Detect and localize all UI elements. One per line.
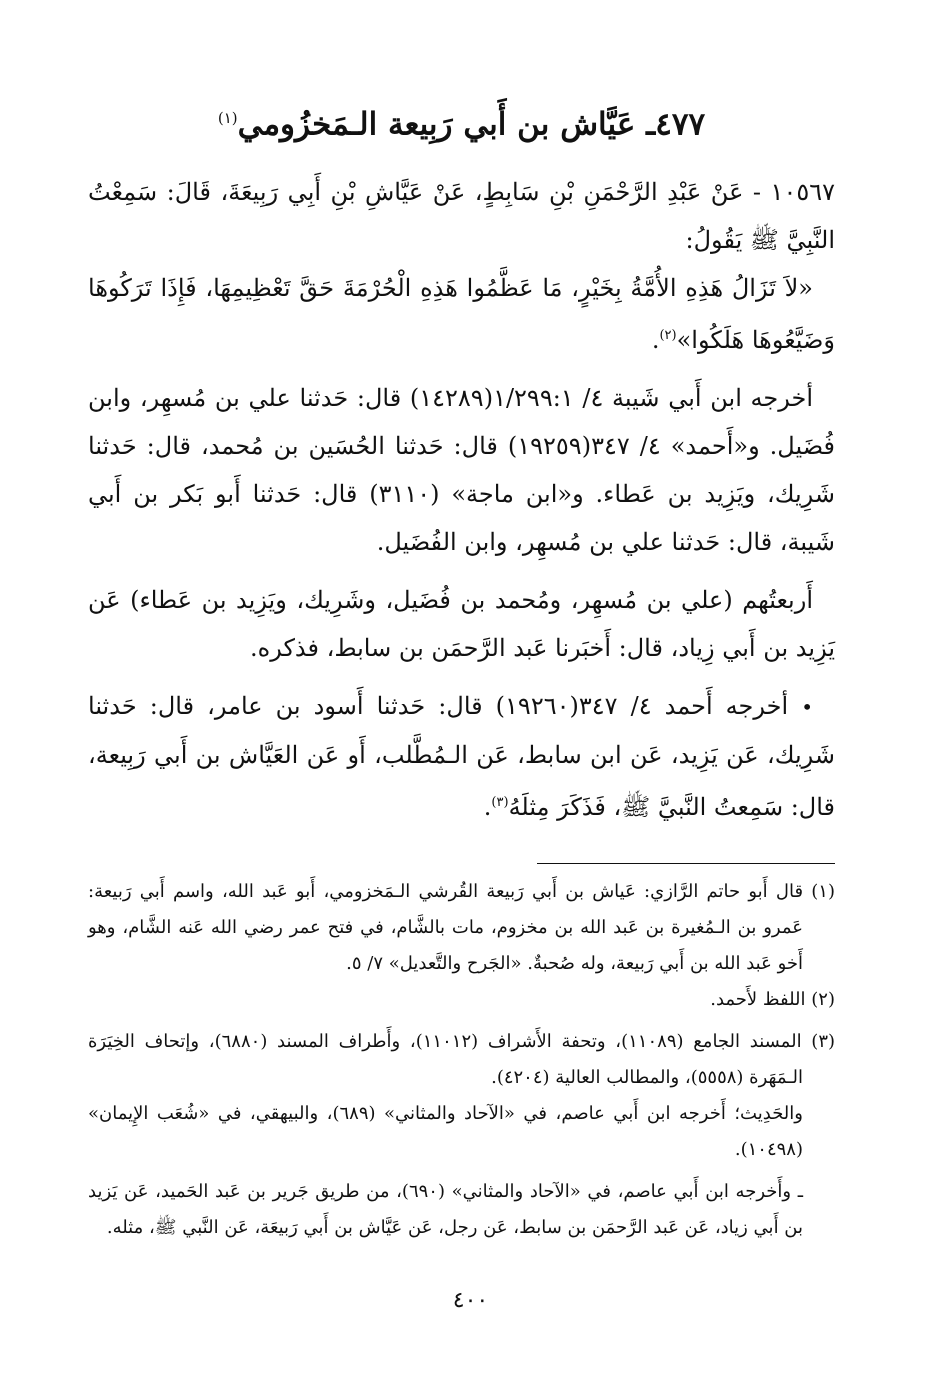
takhrij-paragraph-1: أخرجه ابن أَبي شَيبة ٤/ ١/٢٩٩:١(١٤٢٨٩) قال: حَدثنا علي بن مُسهِر، وابن فُضَيل. و«أَحمد» ٤/ ٣٤٧(١٩٢٥٩) قال: حَدثنا الحُسَين بن مُحمد، قال: حَدثنا شَرِيك، ويَزِيد بن عَطاء. و«ابن ماجة» (٣١١٠) قال: حَدثنا أَبو بَكر بن أَبي شَيبة، قال: حَدثنا علي بن مُسهِر، وابن الفُضَيل. — [88, 384, 835, 557]
hadith-isnad: ١٠٥٦٧ - عَنْ عَبْدِ الرَّحْمَنِ بْنِ سَابِطٍ، عَنْ عَيَّاشِ بْنِ أَبِي رَبِيعَةَ، قَالَ: سَمِعْتُ النَّبِيَّ ﷺ يَقُولُ: — [88, 178, 835, 255]
takhrij-paragraph-3: • أخرجه أَحمد ٤/ ٣٤٧(١٩٢٦٠) قال: حَدثنا أَسود بن عامر، قال: حَدثنا شَرِيك، عَن يَزِيد، عَن ابن سابط، عَن الـمُطَّلب، أَو عَن العَيَّاش بن أَبي رَبِيعة، قال: سَمِعتُ النَّبيَّ ﷺ، فَذَكَرَ مِثلَهُ$^{(٣)}$. — [88, 692, 835, 822]
main-text — [88, 168, 835, 831]
takhrij-paragraph-3-text: أخرجه أَحمد ٤/ ٣٤٧(١٩٢٦٠) قال: حَدثنا أَسود بن عامر، قال: حَدثنا شَرِيك، عَن يَزِيد، عَن ابن سابط، عَن الـمُطَّلب، أَو عَن العَيَّاش بن أَبي رَبِيعة، قال: سَمِعتُ النَّبيَّ ﷺ، فَذَكَرَ مِثلَهُ — [88, 692, 835, 822]
hadith-matn-text: «لاَ تَزَالُ هَذِهِ الأُمَّةُ بِخَيْرٍ، مَا عَظَّمُوا هَذِهِ الْحُرْمَةَ حَقَّ تَعْظِيمِهَا، فَإِذَا تَرَكُوهَا وَضَيَّعُوهَا هَلَكُوا» — [88, 274, 835, 355]
footnote-divider — [537, 863, 835, 864]
footnote-3: (٣) المسند الجامع (١١٠٨٩)، وتحفة الأَشراف (١١٠١٢)، وأَطراف المسند (٦٨٨٠)، وإتحاف الخِيَرَة الـمَهَرة (٥٥٥٨)، والمطالب العالية (٤٢٠٤). — [88, 1031, 836, 1089]
footnote-3-continuation-b: ـ وأَخرجه ابن أَبي عاصم، في «الآحاد والمثاني» (٦٩٠)، من طريق جَرير بن عَبد الحَميد، عَن يَزيد بن أَبي زياد، عَن عَبد الرَّحمَن بن سابط، عَن رجل، عَن عَيَّاش بن أَبي رَبيعَة، عَن النَّبي ﷺ، مثله. — [88, 1181, 803, 1239]
takhrij-footnote-marker: (٣) — [491, 795, 509, 811]
chapter-title-text: ٤٧٧ـ عَيَّاش بن أَبي رَبِيعة الـمَخزُومي — [237, 106, 706, 143]
takhrij-paragraph-2: أَربعتُهم (علي بن مُسهِر، ومُحمد بن فُضَيل، وشَرِيك، ويَزِيد بن عَطاء) عَن يَزِيد بن أَبي زِياد، قال: أَخبَرنا عَبد الرَّحمَن بن سابط، فذكره. — [88, 586, 835, 663]
matn-footnote-marker: (٢) — [659, 328, 677, 344]
bullet-icon: • — [801, 695, 813, 720]
page-number: ٤٠٠ — [452, 1288, 489, 1313]
footnote-3-continuation-a: والحَدِيث؛ أَخرجه ابن أَبي عاصم، في «الآحاد والمثاني» (٦٨٩)، والبيهقي، في «شُعَب الإِيمان» (١٠٤٩٨). — [88, 1103, 803, 1161]
footnote-1: (١) قال أَبو حاتم الرَّازي: عَياش بن أَبي رَبيعة القُرشي الـمَخزومي، أَبو عَبد الله، واسم أَبي رَبيعة: عَمرو بن الـمُغيرة بن عَبد الله بن مخزوم، مات بالشَّام، في فتح عمر رضي الله عَنه الشَّام، وهو أَخو عَبد الله بن أَبي رَبيعة، وله صُحبةٌ. «الجَرح والتَّعديل» ٧/ ٥. — [88, 881, 835, 975]
chapter-footnote-marker: (١) — [217, 109, 238, 127]
footnotes — [88, 874, 835, 1246]
chapter-title — [88, 96, 835, 146]
hadith-matn: «لاَ تَزَالُ هَذِهِ الأُمَّةُ بِخَيْرٍ، مَا عَظَّمُوا هَذِهِ الْحُرْمَةَ حَقَّ تَعْظِيمِهَا، فَإِذَا تَرَكُوهَا وَضَيَّعُوهَا هَلَكُوا»$^{(٢)}$. — [88, 274, 835, 355]
footnote-2: (٢) اللفظ لأَحمد. — [710, 989, 835, 1011]
